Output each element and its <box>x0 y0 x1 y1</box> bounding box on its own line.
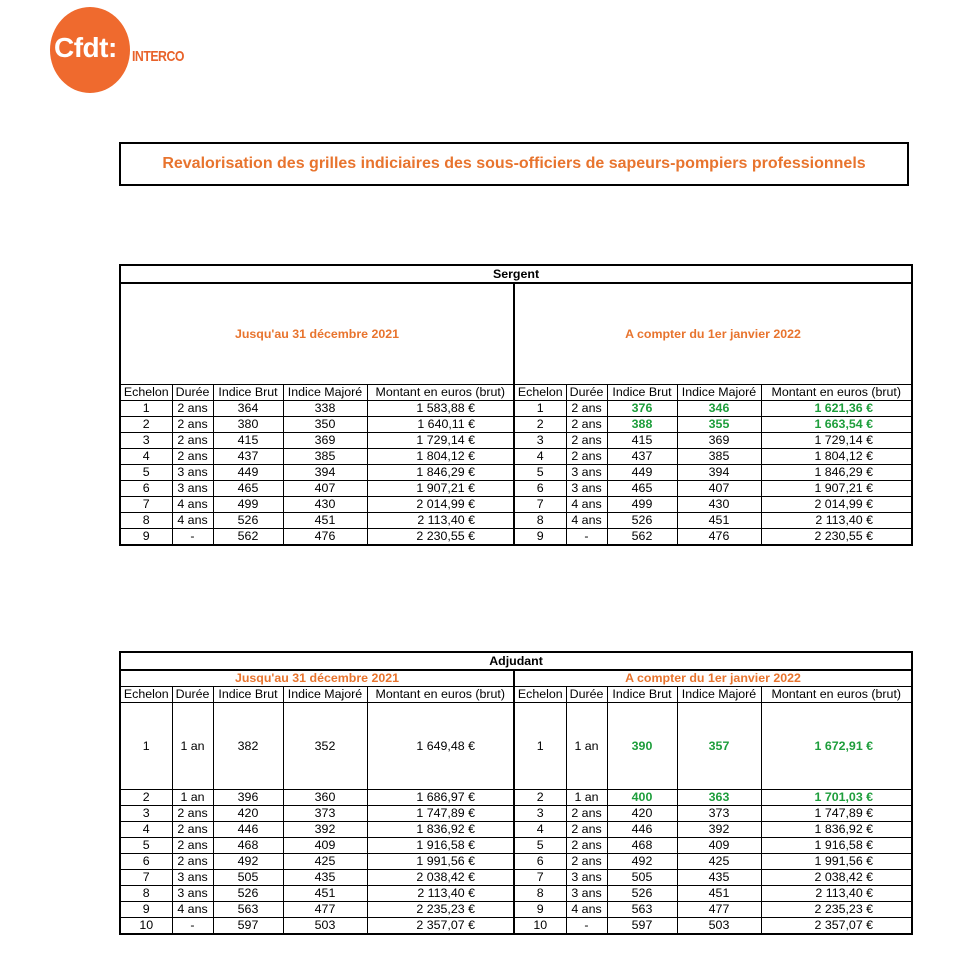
table-cell: 468 <box>213 838 283 854</box>
table-cell: 2 113,40 € <box>761 886 912 902</box>
col-header: Echelon <box>514 687 566 703</box>
table-cell: 492 <box>213 854 283 870</box>
cfdt-logo <box>50 7 190 93</box>
table-row <box>120 449 912 465</box>
col-header: Echelon <box>120 385 172 401</box>
col-header: Indice Brut <box>607 385 677 401</box>
table-cell: 563 <box>213 902 283 918</box>
col-header: Echelon <box>514 385 566 401</box>
table-cell: 2 357,07 € <box>761 918 912 935</box>
col-header: Durée <box>566 385 607 401</box>
table-cell: 2 113,40 € <box>367 513 514 529</box>
col-header: Montant en euros (brut) <box>761 385 912 401</box>
table-cell: 1 729,14 € <box>761 433 912 449</box>
table-cell: 3 ans <box>172 886 213 902</box>
table-cell: 360 <box>283 790 367 806</box>
table-cell: 425 <box>677 854 761 870</box>
table-cell: 6 <box>120 481 172 497</box>
table-row <box>120 465 912 481</box>
table-row <box>120 806 912 822</box>
col-header: Durée <box>566 687 607 703</box>
col-header: Indice Brut <box>213 385 283 401</box>
table-cell: 2 230,55 € <box>367 529 514 546</box>
table-cell: 4 ans <box>172 902 213 918</box>
table-cell: 2 ans <box>566 806 607 822</box>
table-cell: 1 729,14 € <box>367 433 514 449</box>
table-cell: 437 <box>607 449 677 465</box>
table-cell: 373 <box>677 806 761 822</box>
table-cell: 2 357,07 € <box>367 918 514 935</box>
table-cell: 2 ans <box>566 822 607 838</box>
logo-brand: Cfdt: <box>54 32 117 63</box>
table-cell: 476 <box>283 529 367 546</box>
table-cell: 364 <box>213 401 283 417</box>
table-cell: 437 <box>213 449 283 465</box>
table-cell: 2 ans <box>566 838 607 854</box>
table-cell: 4 ans <box>566 902 607 918</box>
table-cell: 2 014,99 € <box>761 497 912 513</box>
table-cell: 409 <box>283 838 367 854</box>
table-cell: 2 ans <box>566 854 607 870</box>
table-cell: 5 <box>514 838 566 854</box>
header-row <box>120 385 912 401</box>
table-row <box>120 870 912 886</box>
table-cell: 435 <box>677 870 761 886</box>
table-cell: 1 991,56 € <box>761 854 912 870</box>
table-cell: 376 <box>607 401 677 417</box>
table-cell: 7 <box>120 870 172 886</box>
table-cell: 380 <box>213 417 283 433</box>
table-cell: 4 ans <box>172 497 213 513</box>
sergent-table <box>119 264 913 546</box>
table-cell: - <box>566 918 607 935</box>
table-cell: 1 907,21 € <box>367 481 514 497</box>
table-cell: 2 <box>120 417 172 433</box>
table-cell: 10 <box>120 918 172 935</box>
table-cell: 477 <box>677 902 761 918</box>
table-row <box>120 918 912 935</box>
table-title: Adjudant <box>120 652 912 670</box>
table-cell: 346 <box>677 401 761 417</box>
col-header: Indice Majoré <box>677 687 761 703</box>
table-cell: 2 235,23 € <box>367 902 514 918</box>
table-row <box>120 703 912 790</box>
table-cell: 526 <box>213 513 283 529</box>
table-cell: 392 <box>283 822 367 838</box>
table-cell: 407 <box>677 481 761 497</box>
table-cell: 400 <box>607 790 677 806</box>
table-cell: 394 <box>677 465 761 481</box>
period-before: Jusqu'au 31 décembre 2021 <box>120 670 514 687</box>
table-cell: 6 <box>514 854 566 870</box>
table-cell: 505 <box>607 870 677 886</box>
table-cell: 526 <box>607 886 677 902</box>
table-cell: 1 804,12 € <box>761 449 912 465</box>
table-cell: 1 907,21 € <box>761 481 912 497</box>
table-cell: 526 <box>607 513 677 529</box>
table-cell: 9 <box>120 529 172 546</box>
period-before: Jusqu'au 31 décembre 2021 <box>120 283 514 385</box>
table-cell: 394 <box>283 465 367 481</box>
table-row <box>120 886 912 902</box>
table-cell: 449 <box>607 465 677 481</box>
table-row <box>120 481 912 497</box>
table-cell: 1 916,58 € <box>761 838 912 854</box>
table-cell: 9 <box>120 902 172 918</box>
table-cell: 435 <box>283 870 367 886</box>
table-title: Sergent <box>120 265 912 283</box>
table-cell: 5 <box>120 465 172 481</box>
table-cell: 420 <box>213 806 283 822</box>
table-cell: 385 <box>283 449 367 465</box>
table-cell: 1 an <box>566 703 607 790</box>
table-cell: 3 <box>120 433 172 449</box>
table-cell: 1 649,48 € <box>367 703 514 790</box>
table-cell: 3 ans <box>172 465 213 481</box>
table-cell: 10 <box>514 918 566 935</box>
table-row <box>120 902 912 918</box>
table-cell: 2 038,42 € <box>761 870 912 886</box>
table-cell: 2 ans <box>172 449 213 465</box>
table-cell: 3 <box>514 806 566 822</box>
table-cell: 5 <box>514 465 566 481</box>
table-cell: 563 <box>607 902 677 918</box>
table-cell: 4 <box>120 822 172 838</box>
table-cell: 2 ans <box>566 433 607 449</box>
table-cell: 2 113,40 € <box>367 886 514 902</box>
table-cell: 4 <box>120 449 172 465</box>
table-cell: 382 <box>213 703 283 790</box>
table-cell: 4 <box>514 449 566 465</box>
table-cell: 357 <box>677 703 761 790</box>
table-row <box>120 790 912 806</box>
table-cell: 476 <box>677 529 761 546</box>
table-cell: 562 <box>607 529 677 546</box>
table-cell: 7 <box>514 870 566 886</box>
table-row <box>120 838 912 854</box>
table-cell: 2 <box>120 790 172 806</box>
table-cell: 597 <box>607 918 677 935</box>
period-after: A compter du 1er janvier 2022 <box>514 670 912 687</box>
header-row <box>120 687 912 703</box>
table-cell: 1 804,12 € <box>367 449 514 465</box>
table-cell: 2 ans <box>172 822 213 838</box>
table-cell: 2 <box>514 790 566 806</box>
table-cell: 2 ans <box>172 433 213 449</box>
table-row <box>120 417 912 433</box>
col-header: Indice Majoré <box>283 687 367 703</box>
table-cell: 3 ans <box>172 870 213 886</box>
table-cell: 338 <box>283 401 367 417</box>
table-cell: 373 <box>283 806 367 822</box>
table-cell: 8 <box>120 513 172 529</box>
table-row <box>120 513 912 529</box>
table-cell: 2 ans <box>172 806 213 822</box>
col-header: Echelon <box>120 687 172 703</box>
table-cell: 7 <box>514 497 566 513</box>
logo-sub: INTERCO <box>132 48 184 65</box>
table-cell: 5 <box>120 838 172 854</box>
title-box <box>119 142 909 186</box>
col-header: Durée <box>172 687 213 703</box>
table-cell: 1 916,58 € <box>367 838 514 854</box>
table-cell: 1 <box>120 703 172 790</box>
table-cell: 4 ans <box>566 497 607 513</box>
table-cell: 1 672,91 € <box>761 703 912 790</box>
table-cell: 1 <box>120 401 172 417</box>
table-cell: 1 <box>514 401 566 417</box>
table-cell: 425 <box>283 854 367 870</box>
table-cell: 2 ans <box>172 417 213 433</box>
table-cell: 597 <box>213 918 283 935</box>
table-cell: 1 686,97 € <box>367 790 514 806</box>
table-cell: 499 <box>607 497 677 513</box>
table-cell: 8 <box>514 513 566 529</box>
col-header: Indice Brut <box>213 687 283 703</box>
table-cell: 2 ans <box>172 401 213 417</box>
table-cell: 562 <box>213 529 283 546</box>
table-row <box>120 433 912 449</box>
adjudant-table <box>119 651 913 935</box>
table-cell: 2 <box>514 417 566 433</box>
table-cell: 451 <box>677 513 761 529</box>
table-cell: 415 <box>213 433 283 449</box>
table-cell: 352 <box>283 703 367 790</box>
table-cell: 350 <box>283 417 367 433</box>
table-cell: 2 ans <box>172 838 213 854</box>
table-cell: 2 038,42 € <box>367 870 514 886</box>
table-cell: 2 ans <box>566 401 607 417</box>
table-cell: 1 747,89 € <box>761 806 912 822</box>
table-cell: 451 <box>677 886 761 902</box>
table-cell: 1 836,92 € <box>367 822 514 838</box>
table-cell: 492 <box>607 854 677 870</box>
table-cell: 1 640,11 € <box>367 417 514 433</box>
table-cell: 430 <box>283 497 367 513</box>
table-cell: 4 <box>514 822 566 838</box>
table-cell: 1 an <box>172 790 213 806</box>
table-cell: 1 621,36 € <box>761 401 912 417</box>
table-cell: 2 ans <box>566 449 607 465</box>
table-cell: 363 <box>677 790 761 806</box>
table-cell: 1 <box>514 703 566 790</box>
table-row <box>120 401 912 417</box>
table-cell: 1 an <box>172 703 213 790</box>
page-title: Revalorisation des grilles indiciaires des sous-officiers de sapeurs-pompiers professionnels <box>162 155 866 172</box>
table-cell: 1 an <box>566 790 607 806</box>
table-cell: 2 ans <box>566 417 607 433</box>
table-cell: 465 <box>213 481 283 497</box>
table-cell: 465 <box>607 481 677 497</box>
table-cell: 7 <box>120 497 172 513</box>
table-cell: 3 ans <box>566 870 607 886</box>
table-cell: 1 701,03 € <box>761 790 912 806</box>
table-cell: 369 <box>677 433 761 449</box>
period-after: A compter du 1er janvier 2022 <box>514 283 912 385</box>
table-row <box>120 822 912 838</box>
table-cell: 503 <box>283 918 367 935</box>
table-row <box>120 854 912 870</box>
table-cell: 392 <box>677 822 761 838</box>
table-cell: - <box>172 918 213 935</box>
table-cell: 446 <box>607 822 677 838</box>
table-cell: 3 <box>120 806 172 822</box>
col-header: Indice Majoré <box>283 385 367 401</box>
table-cell: 2 230,55 € <box>761 529 912 546</box>
table-row <box>120 529 912 546</box>
table-cell: 3 ans <box>566 481 607 497</box>
table-cell: 407 <box>283 481 367 497</box>
table-cell: 1 583,88 € <box>367 401 514 417</box>
table-cell: 468 <box>607 838 677 854</box>
table-cell: 505 <box>213 870 283 886</box>
table-cell: 3 <box>514 433 566 449</box>
table-cell: 1 846,29 € <box>367 465 514 481</box>
table-cell: 499 <box>213 497 283 513</box>
table-cell: 1 846,29 € <box>761 465 912 481</box>
table-cell: 2 ans <box>172 854 213 870</box>
table-cell: - <box>172 529 213 546</box>
table-cell: 3 ans <box>566 465 607 481</box>
table-cell: 369 <box>283 433 367 449</box>
table-cell: 8 <box>120 886 172 902</box>
table-cell: 451 <box>283 513 367 529</box>
table-cell: 1 663,54 € <box>761 417 912 433</box>
table-cell: 451 <box>283 886 367 902</box>
table-cell: 396 <box>213 790 283 806</box>
table-cell: 415 <box>607 433 677 449</box>
table-cell: 420 <box>607 806 677 822</box>
col-header: Indice Brut <box>607 687 677 703</box>
table-cell: 4 ans <box>172 513 213 529</box>
table-cell: 9 <box>514 902 566 918</box>
table-cell: 446 <box>213 822 283 838</box>
table-cell: 6 <box>514 481 566 497</box>
table-cell: 2 113,40 € <box>761 513 912 529</box>
table-cell: 1 991,56 € <box>367 854 514 870</box>
table-cell: 8 <box>514 886 566 902</box>
col-header: Durée <box>172 385 213 401</box>
table-cell: 449 <box>213 465 283 481</box>
table-row <box>120 497 912 513</box>
table-cell: 3 ans <box>172 481 213 497</box>
table-cell: 430 <box>677 497 761 513</box>
table-cell: - <box>566 529 607 546</box>
table-cell: 1 836,92 € <box>761 822 912 838</box>
col-header: Montant en euros (brut) <box>367 385 514 401</box>
table-cell: 2 014,99 € <box>367 497 514 513</box>
table-cell: 9 <box>514 529 566 546</box>
table-cell: 355 <box>677 417 761 433</box>
col-header: Indice Majoré <box>677 385 761 401</box>
table-cell: 409 <box>677 838 761 854</box>
table-cell: 385 <box>677 449 761 465</box>
table-cell: 3 ans <box>566 886 607 902</box>
table-cell: 4 ans <box>566 513 607 529</box>
table-cell: 2 235,23 € <box>761 902 912 918</box>
table-cell: 390 <box>607 703 677 790</box>
table-cell: 6 <box>120 854 172 870</box>
table-cell: 477 <box>283 902 367 918</box>
table-cell: 388 <box>607 417 677 433</box>
table-cell: 526 <box>213 886 283 902</box>
table-cell: 503 <box>677 918 761 935</box>
col-header: Montant en euros (brut) <box>761 687 912 703</box>
col-header: Montant en euros (brut) <box>367 687 514 703</box>
table-cell: 1 747,89 € <box>367 806 514 822</box>
